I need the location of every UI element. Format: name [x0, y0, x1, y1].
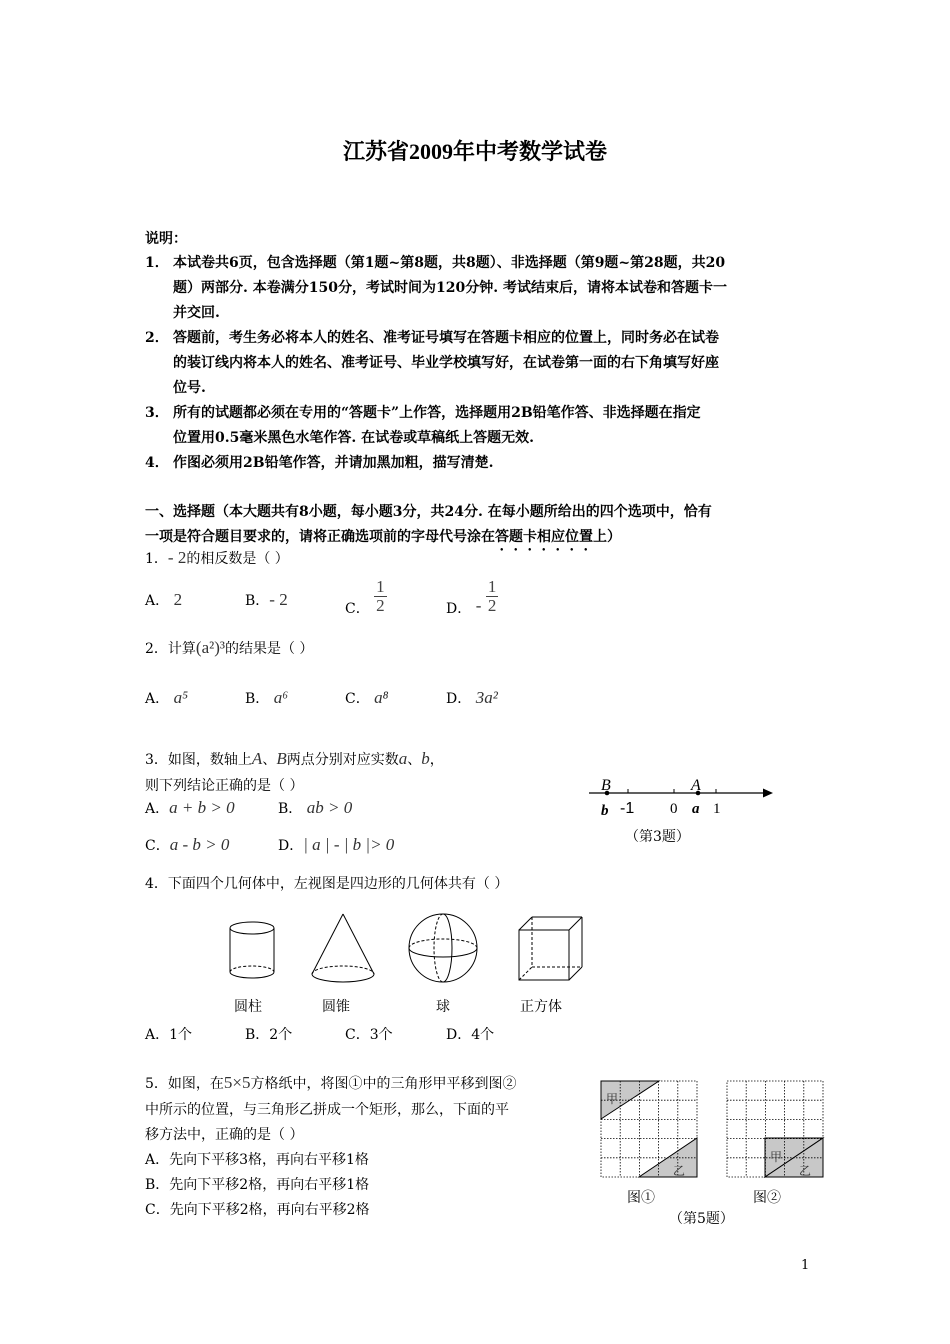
instruction-1-number: 1．: [145, 255, 169, 271]
q2-option-d-value: 3a²: [475, 688, 498, 707]
label-0: 0: [670, 801, 678, 817]
q3-option-b-label: B．: [278, 801, 303, 817]
answer-card-position-emphasis: 答题卡相应位置: [495, 529, 593, 545]
cube-shape: [519, 917, 582, 980]
instruction-2-number: 2．: [145, 330, 169, 346]
q5-stem-text: 方格纸中，将图①中的三角形甲平移到图②: [250, 1076, 517, 1092]
q5-option-c: C．先向下平移2格，再向右平移2格: [145, 1202, 370, 1218]
q3-stem-line-2: 则下列结论正确的是（ ）: [145, 778, 304, 794]
shape-label-cylinder: 圆柱: [234, 999, 262, 1015]
q1-option-d-numerator: 1: [487, 577, 497, 596]
label-yi-fig1: 乙: [673, 1164, 686, 1178]
section-1-header-text: 一项是符合题目要求的，请将正确选项前的字母代号涂在: [145, 529, 495, 545]
q2-math: (a²)³: [195, 638, 225, 657]
cone-shape: [312, 914, 374, 982]
sphere-equator-front: [409, 948, 477, 957]
cone-base-front: [312, 974, 374, 982]
q3-var-a: a: [398, 749, 408, 768]
instruction-4-number: 4．: [145, 455, 169, 471]
q4-stem: 4．下面四个几何体中，左视图是四边形的几何体共有（ ）: [145, 876, 509, 892]
cylinder-bottom-back: [230, 966, 274, 972]
q3-separator-2: 、: [407, 752, 422, 768]
label-minus-1: -1: [620, 800, 635, 817]
shape-label-cone: 圆锥: [322, 999, 350, 1015]
q5-stem-prefix: 5．如图，在: [145, 1076, 224, 1092]
q3-option-a-value: a + b > 0: [169, 798, 235, 817]
q4-option-c: C．3个: [345, 1027, 393, 1043]
q2-option-b-label: B．: [245, 691, 270, 707]
q1-number: 1．: [145, 551, 168, 567]
q3-point-a: A: [251, 749, 263, 768]
instruction-2-line-3: 位号.: [173, 380, 206, 396]
number-line-arrow-icon: [763, 789, 773, 798]
q2-option-a-value: a⁵: [173, 688, 188, 707]
sphere-meridian-front: [443, 914, 452, 982]
cylinder-bottom-front: [230, 972, 274, 978]
q4-option-d: D．4个: [446, 1027, 495, 1043]
q1-option-d-denominator: 2: [487, 596, 497, 615]
q3-var-b: b: [421, 749, 430, 768]
label-b-lower: b: [601, 803, 609, 819]
q2-option-b: [245, 688, 288, 708]
q5-option-a: A．先向下平移3格，再向右平移1格: [145, 1152, 369, 1168]
instruction-1-line-3: 并交回.: [173, 305, 220, 321]
cube-top-left-edge: [519, 917, 532, 930]
q3-option-d-value: | a | - | b |> 0: [303, 835, 395, 854]
q1-option-d-sign: -: [475, 595, 482, 615]
q2-option-a-label: A．: [145, 691, 170, 707]
cube-bottom-right-edge: [569, 967, 582, 980]
q2-stem: [145, 638, 313, 658]
cylinder-shape: [230, 922, 274, 978]
page-number: 1: [801, 1258, 810, 1273]
q5-grid-figure-2: [727, 1081, 823, 1177]
q1-math: - 2: [167, 548, 187, 567]
sphere-meridian-back: [434, 914, 443, 982]
q3-option-b: [278, 798, 352, 818]
q5-figure-1-caption: 图①: [627, 1190, 655, 1206]
instruction-4-line-1: 作图必须用2B铅笔作答，并请加黑加粗，描写清楚.: [173, 455, 494, 471]
q1-option-c-numerator: 1: [376, 577, 385, 596]
instructions-heading: 说明：: [145, 231, 187, 247]
q2-stem-text: 的结果是（ ）: [224, 641, 314, 657]
q1-option-d-label: D．: [446, 600, 472, 617]
instruction-2-line-2: 的装订线内将本人的姓名、准考证号、毕业学校填写好，在试卷第一面的右下角填写好座: [173, 355, 719, 371]
label-yi-fig2: 乙: [799, 1164, 812, 1178]
q3-option-d: [278, 835, 394, 855]
section-1-header-tail: 上）: [593, 529, 621, 545]
sphere-shape: [409, 914, 477, 982]
q5-math: 5×5: [223, 1073, 251, 1092]
q3-option-c-value: a - b > 0: [169, 835, 230, 854]
label-jia-fig2: 甲: [770, 1150, 783, 1164]
q5-stem-line-2: 中所示的位置，与三角形乙拼成一个矩形，那么，下面的平: [145, 1102, 509, 1118]
q2-option-d-label: D．: [446, 691, 472, 707]
q1-option-b-label: B．: [245, 593, 270, 609]
q2-option-a: [145, 688, 188, 708]
q3-option-d-label: D．: [278, 838, 304, 854]
q3-stem-prefix: 3．如图，数轴上: [145, 752, 252, 768]
shape-label-sphere: 球: [436, 999, 450, 1015]
cube-hidden-diagonal: [519, 967, 532, 980]
page-title: 江苏省2009年中考数学试卷: [342, 139, 607, 164]
q4-shapes-figure: [215, 910, 595, 990]
q3-point-b: B: [276, 749, 287, 768]
q5-stem-line-1: [145, 1073, 517, 1093]
instruction-1-line-1: 本试卷共6页，包含选择题（第1题~第8题，共8题）、非选择题（第9题~第28题，共20: [173, 255, 726, 271]
q3-option-c: [145, 835, 229, 855]
instruction-3-number: 3．: [145, 405, 169, 421]
q5-figure-caption: （第5题）: [669, 1211, 734, 1227]
sphere-equator-back: [409, 939, 477, 948]
q2-option-d: [446, 688, 498, 708]
instruction-3-line-2: 位置用0.5毫米黑色水笔作答. 在试卷或草稿纸上答题无效.: [173, 430, 534, 446]
q1-option-c: [345, 578, 387, 615]
instruction-3-line-1: 所有的试题都必须在专用的“答题卡”上作答，选择题用2B铅笔作答、非选择题在指定: [173, 405, 701, 421]
q1-stem: [145, 548, 289, 568]
q3-stem-mid: 两点分别对应实数: [286, 752, 399, 768]
q3-option-a: [145, 798, 235, 818]
q5-figure-2-caption: 图②: [753, 1190, 781, 1206]
cube-top-right-edge: [569, 917, 582, 930]
q2-option-b-value: a⁶: [273, 688, 289, 707]
q1-option-c-denominator: 2: [376, 596, 385, 615]
q1-option-b-value: - 2: [269, 590, 288, 609]
label-b-upper: B: [601, 777, 611, 794]
q2-stem-prefix: 2．计算: [145, 641, 196, 657]
section-1-header-line-1: 一、选择题（本大题共有8小题，每小题3分，共24分. 在每小题所给出的四个选项中，恰有: [145, 504, 712, 520]
q3-separator: 、: [262, 752, 277, 768]
q1-option-d-fraction: [486, 578, 499, 615]
q3-figure-caption: （第3题）: [625, 829, 690, 845]
label-1: 1: [713, 801, 721, 817]
label-a-lower: a: [692, 801, 700, 817]
q3-stem-line-1: [145, 749, 444, 769]
q1-option-a: [145, 590, 182, 610]
q5-option-b: B．先向下平移2格，再向右平移1格: [145, 1177, 370, 1193]
q1-option-d: [446, 578, 498, 615]
q4-option-a: A．1个: [145, 1027, 193, 1043]
cone-left-edge: [312, 914, 343, 974]
instruction-2-line-1: 答题前，考生务必将本人的姓名、准考证号填写在答题卡相应的位置上，同时务必在试卷: [173, 330, 719, 346]
cylinder-top: [230, 922, 274, 934]
q3-option-b-value: ab > 0: [306, 798, 353, 817]
label-a-upper: A: [691, 777, 701, 794]
q5-stem-line-3: 移方法中，正确的是（ ）: [145, 1127, 304, 1143]
q2-option-c-label: C．: [345, 691, 370, 707]
q1-option-a-value: 2: [173, 590, 183, 609]
q1-option-c-fraction: [374, 578, 387, 615]
q4-option-b: B．2个: [245, 1027, 293, 1043]
q1-option-b: [245, 590, 288, 610]
shape-label-cube: 正方体: [520, 999, 562, 1015]
cone-base-back: [312, 966, 374, 974]
q3-stem-comma: ，: [429, 752, 444, 768]
q3-option-a-label: A．: [145, 801, 170, 817]
label-jia-fig1: 甲: [606, 1092, 619, 1106]
q1-option-a-label: A．: [145, 593, 170, 609]
instruction-1-line-2: 题）两部分. 本卷满分150分，考试时间为120分钟. 考试结束后，请将本试卷和答题卡一: [173, 280, 727, 296]
q5-grid-figure-1: [601, 1081, 697, 1177]
q2-option-c-value: a⁸: [374, 688, 389, 707]
q1-stem-text: 的相反数是（ ）: [186, 551, 289, 567]
sphere-outline: [409, 914, 477, 982]
q3-option-c-label: C．: [145, 838, 170, 854]
q2-option-c: [345, 688, 389, 708]
cone-right-edge: [343, 914, 374, 974]
q1-option-c-label: C．: [345, 600, 370, 617]
